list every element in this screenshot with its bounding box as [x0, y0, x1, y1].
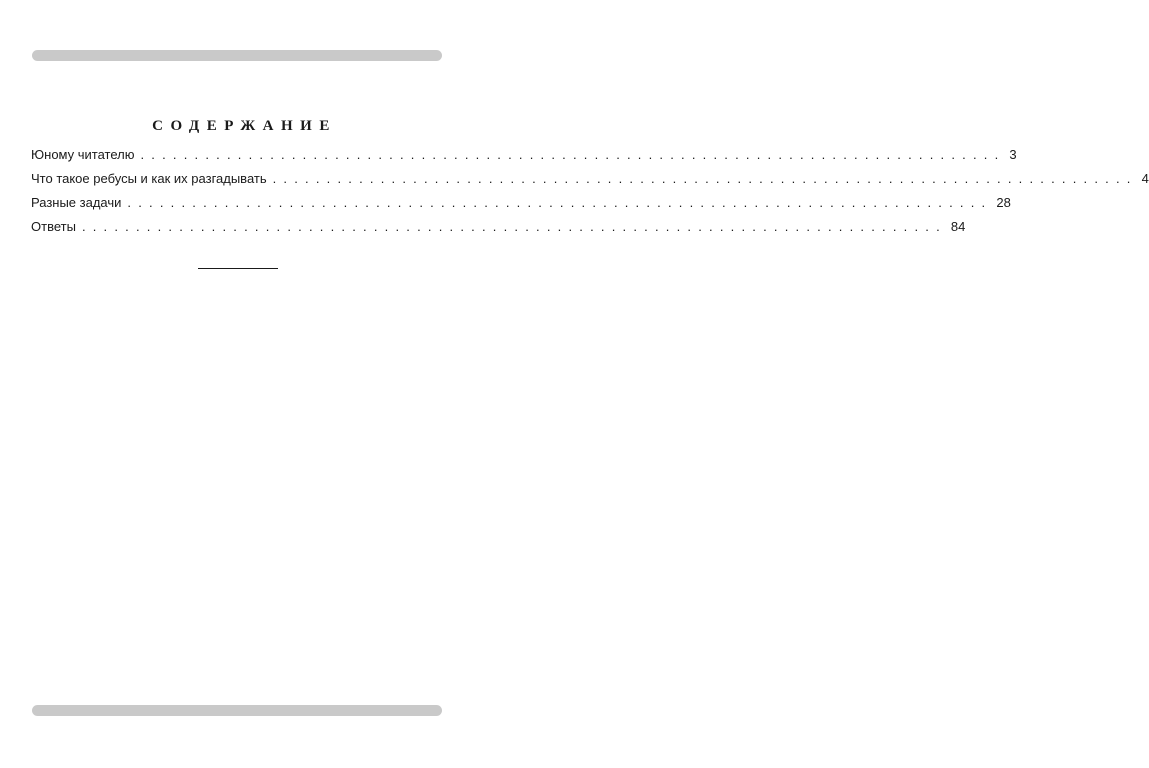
- toc-heading: СОДЕРЖАНИЕ: [152, 118, 337, 135]
- toc-entry-page: 28: [996, 195, 1011, 210]
- toc-entry-page: 3: [1009, 147, 1017, 162]
- bottom-page-edge: [32, 705, 442, 716]
- toc-entry-title: Что такое ребусы и как их разгадывать: [31, 171, 267, 186]
- toc-entry-title: Юному читателю: [31, 147, 135, 162]
- toc-entry[interactable]: [31, 195, 1011, 219]
- toc-entry-title: Ответы: [31, 219, 76, 234]
- closing-rule: [198, 268, 278, 269]
- toc-entry-title: Разные задачи: [31, 195, 122, 210]
- top-page-edge: [32, 50, 442, 61]
- toc-list: [31, 147, 1149, 243]
- toc-dot-leader: ................................................................................: [140, 147, 1006, 162]
- toc-dot-leader: ................................................................................: [272, 171, 1138, 186]
- toc-entry-page: 84: [950, 219, 966, 234]
- toc-entry[interactable]: [31, 147, 1017, 171]
- toc-dot-leader: ................................................................................: [81, 219, 947, 234]
- toc-entry[interactable]: [31, 171, 1149, 195]
- toc-entry[interactable]: [31, 219, 966, 243]
- toc-entry-page: 4: [1141, 171, 1149, 186]
- toc-dot-leader: ................................................................................: [127, 195, 993, 210]
